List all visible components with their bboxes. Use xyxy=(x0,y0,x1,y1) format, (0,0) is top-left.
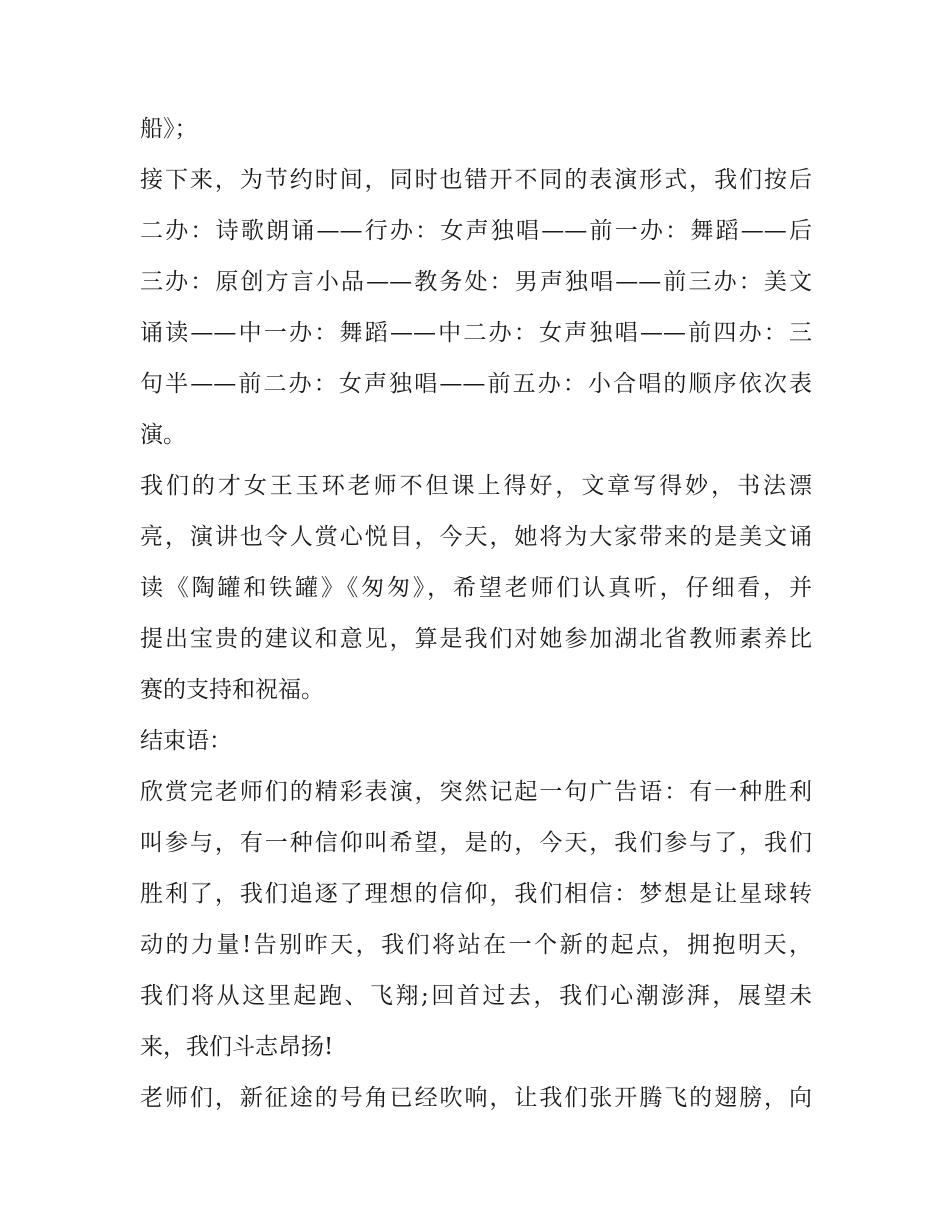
text-line: 欣赏完老师们的精彩表演，突然记起一句广告语：有一种胜利 xyxy=(140,779,812,805)
text-line: 叫参与，有一种信仰叫希望，是的，今天，我们参与了，我们 xyxy=(140,830,812,856)
text-line: 胜利了，我们追逐了理想的信仰，我们相信：梦想是让星球转 xyxy=(140,881,812,907)
text-line: 老师们，新征途的号角已经吹响，让我们张开腾飞的翅膀，向 xyxy=(140,1085,812,1111)
text-line: 提出宝贵的建议和意见，算是我们对她参加湖北省教师素养比 xyxy=(140,626,812,652)
text-line: 二办：诗歌朗诵——行办：女声独唱——前一办：舞蹈——后 xyxy=(140,218,812,244)
text-line: 接下来，为节约时间，同时也错开不同的表演形式，我们按后 xyxy=(140,167,812,193)
text-line: 读《陶罐和铁罐》《匆匆》，希望老师们认真听，仔细看，并 xyxy=(140,575,812,601)
text-line: 船》； xyxy=(140,116,198,142)
text-line: 结束语： xyxy=(140,728,232,754)
document-page xyxy=(140,104,812,1124)
text-line: 来，我们斗志昂扬! xyxy=(140,1034,334,1060)
text-line: 我们将从这里起跑、飞翔;回首过去，我们心潮澎湃，展望未 xyxy=(140,983,812,1009)
text-line: 动的力量!告别昨天，我们将站在一个新的起点，拥抱明天， xyxy=(140,932,812,958)
text-line: 句半——前二办：女声独唱——前五办：小合唱的顺序依次表 xyxy=(140,371,812,397)
text-line: 我们的才女王玉环老师不但课上得好，文章写得妙，书法漂 xyxy=(140,473,812,499)
text-line: 诵读——中一办：舞蹈——中二办：女声独唱——前四办：三 xyxy=(140,320,812,346)
text-line: 演。 xyxy=(140,422,186,448)
text-line: 亮，演讲也令人赏心悦目，今天，她将为大家带来的是美文诵 xyxy=(140,524,812,550)
text-line: 三办：原创方言小品——教务处：男声独唱——前三办：美文 xyxy=(140,269,812,295)
text-line: 赛的支持和祝福。 xyxy=(140,677,324,703)
